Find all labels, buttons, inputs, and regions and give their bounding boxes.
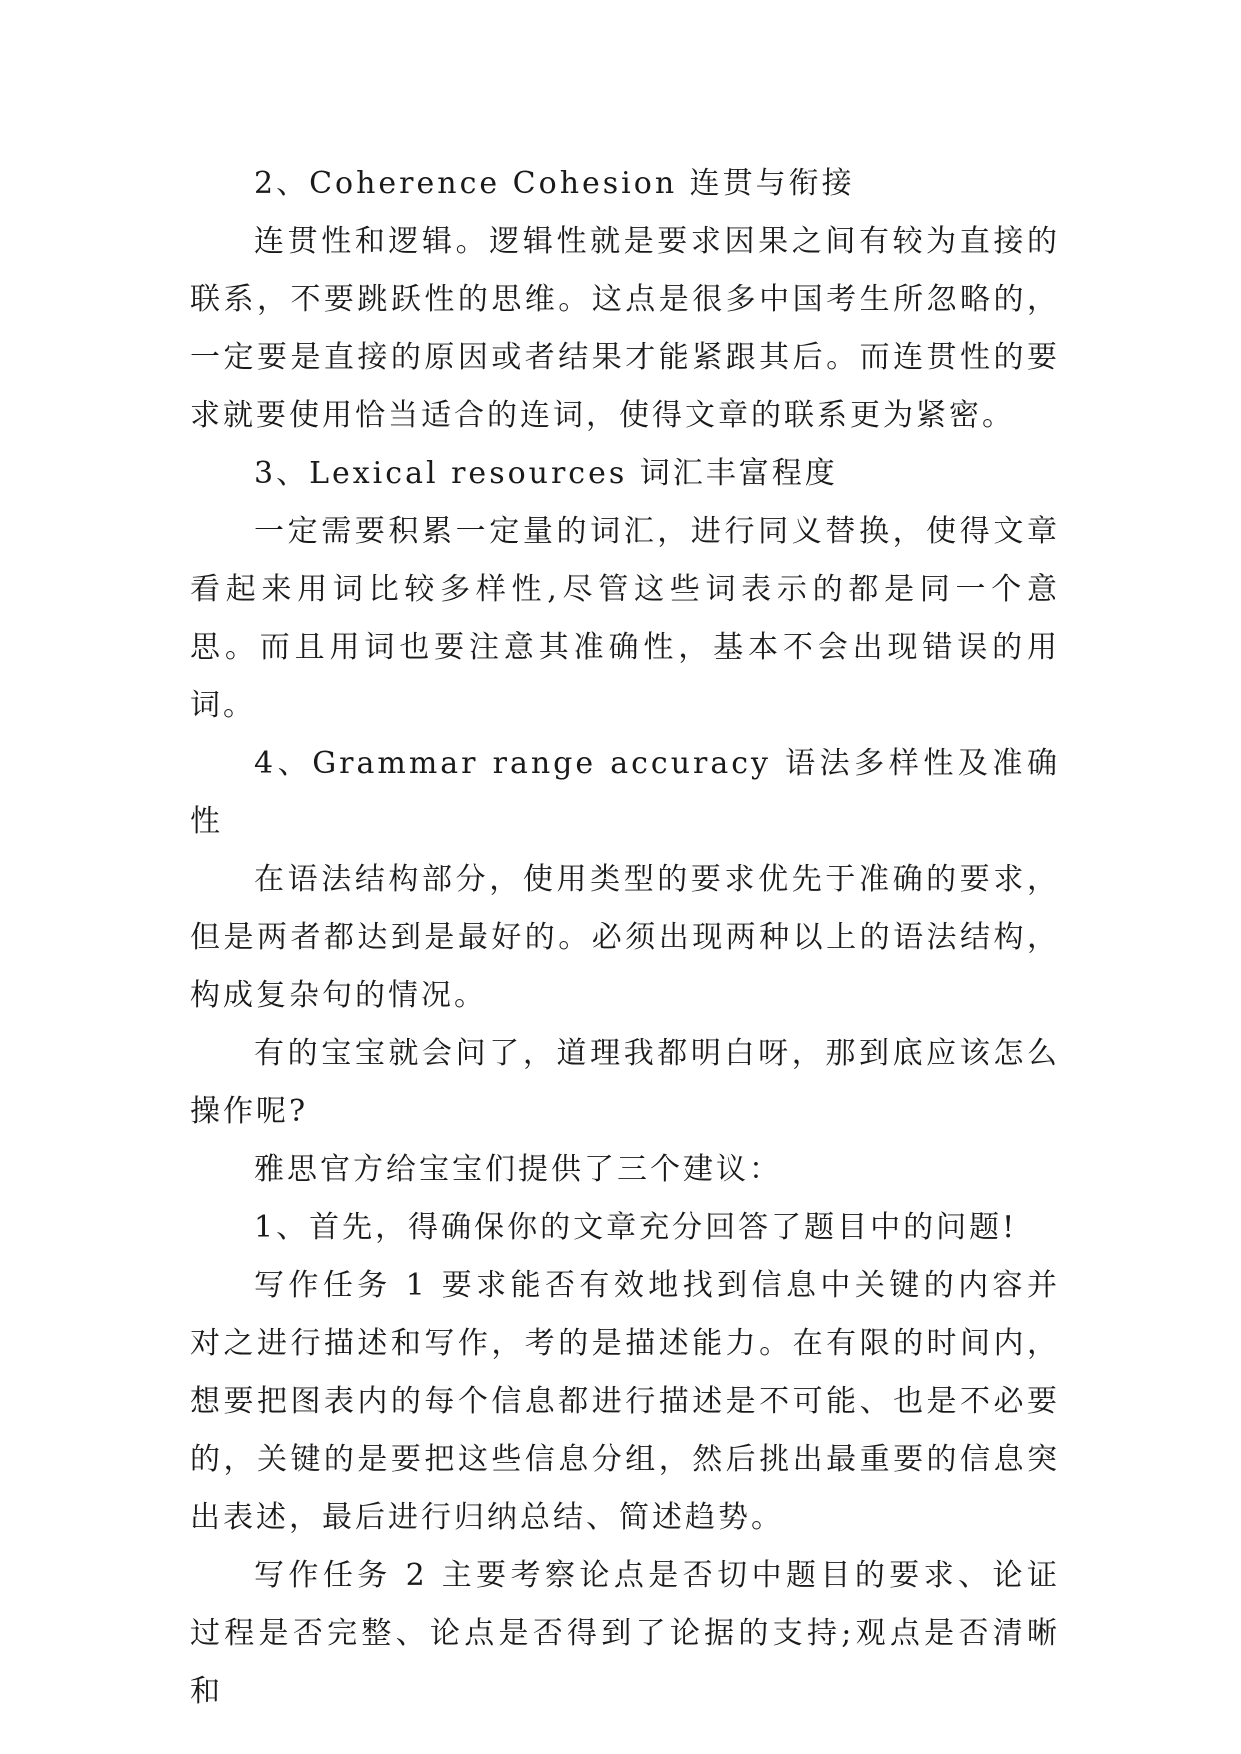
section-heading-lexical: 3、Lexical resources 词汇丰富程度 (254, 456, 838, 491)
paragraph-task1: 写作任务 1 要求能否有效地找到信息中关键的内容并对之进行描述和写作，考的是描述能力。在有限的时间内，想要把图表内的每个信息都进行描述是不可能、也是不必要的，关键的是要把这些信息分组，然后挑出最重要的信息突出表述，最后进行归纳总结、简述趋势。 (190, 1268, 1060, 1535)
paragraph-question: 有的宝宝就会问了，道理我都明白呀，那到底应该怎么操作呢? (190, 1036, 1060, 1129)
section-heading-grammar: 4、Grammar range accuracy 语法多样性及准确性 (190, 746, 1060, 839)
section-heading-coherence: 2、Coherence Cohesion 连贯与衔接 (254, 166, 855, 201)
suggestion-heading-1: 1、首先，得确保你的文章充分回答了题目中的问题! (254, 1210, 1018, 1245)
paragraph-coherence: 连贯性和逻辑。逻辑性就是要求因果之间有较为直接的联系，不要跳跃性的思维。这点是很多中国考生所忽略的，一定要是直接的原因或者结果才能紧跟其后。而连贯性的要求就要使用恰当适合的连词，使得文章的联系更为紧密。 (190, 224, 1060, 433)
paragraph-grammar: 在语法结构部分，使用类型的要求优先于准确的要求，但是两者都达到是最好的。必须出现两种以上的语法结构，构成复杂句的情况。 (190, 862, 1060, 1013)
paragraph-task2: 写作任务 2 主要考察论点是否切中题目的要求、论证过程是否完整、论点是否得到了论据的支持;观点是否清晰和 (190, 1558, 1060, 1709)
paragraph-suggestions-intro: 雅思官方给宝宝们提供了三个建议： (254, 1152, 782, 1187)
paragraph-lexical: 一定需要积累一定量的词汇，进行同义替换，使得文章看起来用词比较多样性,尽管这些词表示的都是同一个意思。而且用词也要注意其准确性，基本不会出现错误的用词。 (190, 514, 1060, 723)
document-body (190, 155, 1060, 1721)
